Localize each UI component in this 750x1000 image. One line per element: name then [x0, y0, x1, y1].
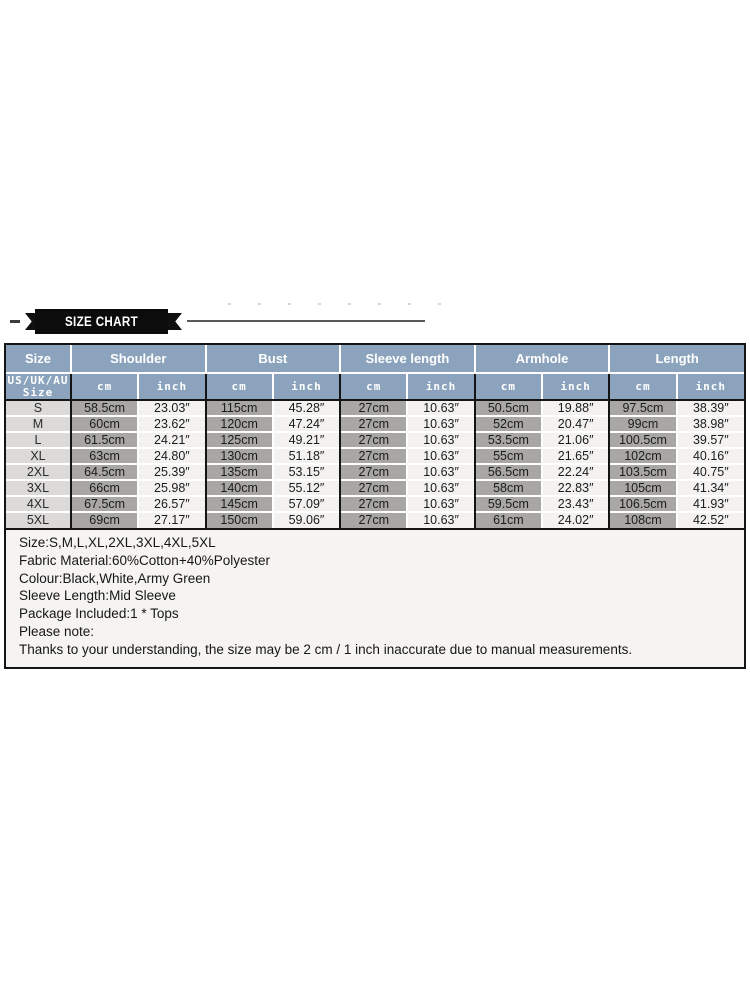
inch-value-cell: 40.16″: [677, 448, 744, 464]
column-header-length: Length: [609, 345, 744, 373]
size-cell: L: [6, 432, 71, 448]
inch-value-cell: 10.63″: [407, 432, 474, 448]
inch-value-cell: 24.80″: [138, 448, 205, 464]
cm-value-cell: 99cm: [609, 416, 676, 432]
size-cell: S: [6, 400, 71, 416]
inch-value-cell: 27.17″: [138, 512, 205, 528]
table-row: [6, 496, 744, 512]
size-table-body: [6, 400, 744, 528]
size-cell: XL: [6, 448, 71, 464]
cm-value-cell: 27cm: [340, 400, 407, 416]
column-header-size: Size: [6, 345, 71, 373]
unit-header-inch: inch: [677, 373, 744, 400]
table-row: [6, 480, 744, 496]
table-row: [6, 512, 744, 528]
table-row: [6, 464, 744, 480]
cm-value-cell: 105cm: [609, 480, 676, 496]
unit-header-inch: inch: [407, 373, 474, 400]
cm-value-cell: 52cm: [475, 416, 542, 432]
cm-value-cell: 103.5cm: [609, 464, 676, 480]
size-cell: M: [6, 416, 71, 432]
inch-value-cell: 23.03″: [138, 400, 205, 416]
note-size-options: Size:S,M,L,XL,2XL,3XL,4XL,5XL: [19, 535, 216, 550]
banner-dash-decoration: [10, 320, 20, 323]
unit-header-cm: cm: [206, 373, 273, 400]
size-cell: 4XL: [6, 496, 71, 512]
cm-value-cell: 140cm: [206, 480, 273, 496]
inch-value-cell: 10.63″: [407, 480, 474, 496]
product-notes: [6, 528, 744, 667]
table-row: [6, 448, 744, 464]
inch-value-cell: 23.43″: [542, 496, 609, 512]
inch-value-cell: 45.28″: [273, 400, 340, 416]
cm-value-cell: 145cm: [206, 496, 273, 512]
column-header-us-uk-au-size: [6, 373, 71, 400]
note-colour: Colour:Black,White,Army Green: [19, 570, 211, 586]
cm-value-cell: 27cm: [340, 416, 407, 432]
inch-value-cell: 21.06″: [542, 432, 609, 448]
cm-value-cell: 125cm: [206, 432, 273, 448]
inch-value-cell: 47.24″: [273, 416, 340, 432]
size-cell: 3XL: [6, 480, 71, 496]
inch-value-cell: 10.63″: [407, 416, 474, 432]
inch-value-cell: 24.02″: [542, 512, 609, 528]
inch-value-cell: 49.21″: [273, 432, 340, 448]
cm-value-cell: 59.5cm: [475, 496, 542, 512]
table-row: [6, 432, 744, 448]
cm-value-cell: 58cm: [475, 480, 542, 496]
inch-value-cell: 57.09″: [273, 496, 340, 512]
inch-value-cell: 25.39″: [138, 464, 205, 480]
cm-value-cell: 66cm: [71, 480, 138, 496]
inch-value-cell: 21.65″: [542, 448, 609, 464]
inch-value-cell: 41.34″: [677, 480, 744, 496]
note-measurement-disclaimer: Thanks to your understanding, the size may be 2 cm / 1 inch inaccurate due to manual measurements.: [19, 641, 633, 657]
banner-divider-line: [187, 320, 425, 322]
cm-value-cell: 61.5cm: [71, 432, 138, 448]
inch-value-cell: 10.63″: [407, 400, 474, 416]
inch-value-cell: 23.62″: [138, 416, 205, 432]
cm-value-cell: 27cm: [340, 432, 407, 448]
inch-value-cell: 22.83″: [542, 480, 609, 496]
inch-value-cell: 19.88″: [542, 400, 609, 416]
ribbon-right-tail-icon: [168, 313, 182, 330]
inch-value-cell: 10.63″: [407, 512, 474, 528]
inch-value-cell: 10.63″: [407, 448, 474, 464]
cm-value-cell: 27cm: [340, 448, 407, 464]
cm-value-cell: 58.5cm: [71, 400, 138, 416]
inch-value-cell: 38.39″: [677, 400, 744, 416]
group-header-row: [6, 345, 744, 373]
cm-value-cell: 135cm: [206, 464, 273, 480]
unit-header-cm: cm: [475, 373, 542, 400]
cm-value-cell: 106.5cm: [609, 496, 676, 512]
cm-value-cell: 27cm: [340, 464, 407, 480]
inch-value-cell: 59.06″: [273, 512, 340, 528]
unit-header-cm: cm: [609, 373, 676, 400]
cm-value-cell: 120cm: [206, 416, 273, 432]
inch-value-cell: 39.57″: [677, 432, 744, 448]
unit-header-row: [6, 373, 744, 400]
note-sleeve-length: Sleeve Length:Mid Sleeve: [19, 588, 176, 604]
inch-value-cell: 40.75″: [677, 464, 744, 480]
unit-header-inch: inch: [273, 373, 340, 400]
cm-value-cell: 108cm: [609, 512, 676, 528]
inch-value-cell: 20.47″: [542, 416, 609, 432]
cm-value-cell: 53.5cm: [475, 432, 542, 448]
inch-value-cell: 26.57″: [138, 496, 205, 512]
inch-value-cell: 24.21″: [138, 432, 205, 448]
cm-value-cell: 27cm: [340, 496, 407, 512]
inch-value-cell: 25.98″: [138, 480, 205, 496]
cm-value-cell: 69cm: [71, 512, 138, 528]
inch-value-cell: 53.15″: [273, 464, 340, 480]
column-header-bust: Bust: [206, 345, 341, 373]
banner-dotted-line: [228, 303, 446, 305]
inch-value-cell: 22.24″: [542, 464, 609, 480]
cm-value-cell: 150cm: [206, 512, 273, 528]
cm-value-cell: 67.5cm: [71, 496, 138, 512]
inch-value-cell: 55.12″: [273, 480, 340, 496]
us-uk-au-label: US/UK/AU: [7, 373, 69, 387]
column-header-sleeve-length: Sleeve length: [340, 345, 475, 373]
size-chart-ribbon: [35, 309, 168, 334]
cm-value-cell: 27cm: [340, 512, 407, 528]
cm-value-cell: 64.5cm: [71, 464, 138, 480]
unit-header-cm: cm: [340, 373, 407, 400]
cm-value-cell: 130cm: [206, 448, 273, 464]
size-cell: 2XL: [6, 464, 71, 480]
inch-value-cell: 38.98″: [677, 416, 744, 432]
size-table: [6, 345, 744, 528]
unit-header-cm: cm: [71, 373, 138, 400]
cm-value-cell: 27cm: [340, 480, 407, 496]
column-header-shoulder: Shoulder: [71, 345, 206, 373]
inch-value-cell: 42.52″: [677, 512, 744, 528]
cm-value-cell: 56.5cm: [475, 464, 542, 480]
cm-value-cell: 50.5cm: [475, 400, 542, 416]
size-chart-title: SIZE CHART: [64, 314, 139, 329]
inch-value-cell: 10.63″: [407, 496, 474, 512]
size-chart-box: [4, 343, 746, 669]
cm-value-cell: 60cm: [71, 416, 138, 432]
inch-value-cell: 10.63″: [407, 464, 474, 480]
column-header-armhole: Armhole: [475, 345, 610, 373]
inch-value-cell: 51.18″: [273, 448, 340, 464]
unit-header-inch: inch: [138, 373, 205, 400]
size-label: Size: [22, 385, 54, 399]
cm-value-cell: 97.5cm: [609, 400, 676, 416]
size-cell: 5XL: [6, 512, 71, 528]
note-please-note: Please note:: [19, 623, 95, 639]
cm-value-cell: 63cm: [71, 448, 138, 464]
cm-value-cell: 55cm: [475, 448, 542, 464]
note-fabric-material: Fabric Material:60%Cotton+40%Polyester: [19, 552, 270, 568]
unit-header-inch: inch: [542, 373, 609, 400]
note-package-included: Package Included:1 * Tops: [19, 606, 179, 622]
cm-value-cell: 115cm: [206, 400, 273, 416]
inch-value-cell: 41.93″: [677, 496, 744, 512]
table-row: [6, 416, 744, 432]
cm-value-cell: 100.5cm: [609, 432, 676, 448]
cm-value-cell: 102cm: [609, 448, 676, 464]
cm-value-cell: 61cm: [475, 512, 542, 528]
table-row: [6, 400, 744, 416]
